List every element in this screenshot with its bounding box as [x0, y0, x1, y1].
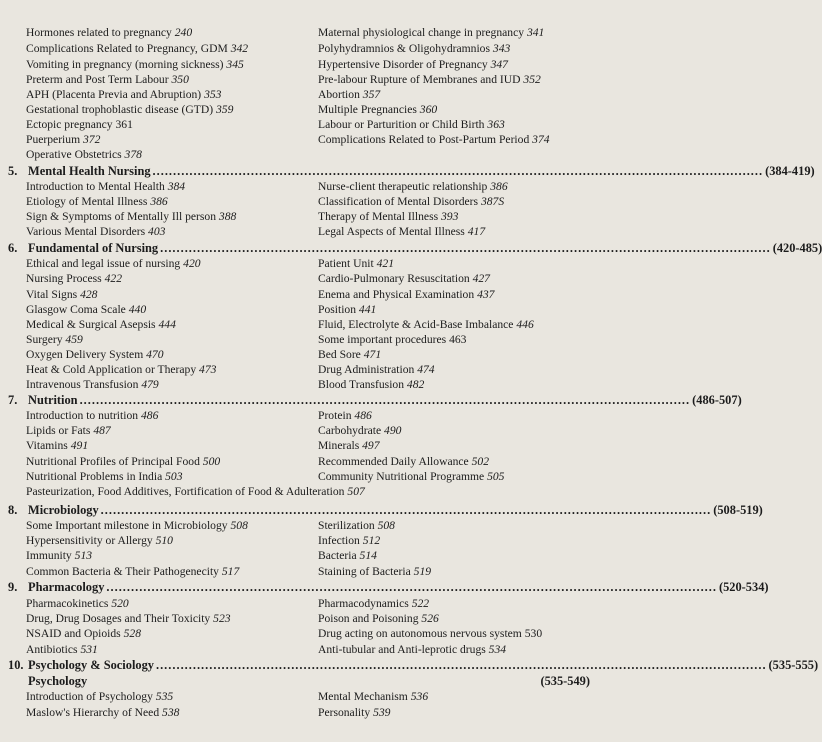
toc-entry: Carbohydrate 490 [318, 424, 402, 437]
toc-entry: Etiology of Mental Illness 386 [26, 195, 168, 208]
toc-entry: Medical & Surgical Asepsis 444 [26, 318, 176, 331]
toc-entry: Vomiting in pregnancy (morning sickness) 345 [26, 58, 244, 71]
toc-entry: Antibiotics 531 [26, 643, 98, 656]
toc-entry: Infection 512 [318, 534, 381, 547]
toc-entry: Therapy of Mental Illness 393 [318, 210, 459, 223]
toc-entry: Mental Mechanism 536 [318, 690, 429, 703]
toc-entry: Complications Related to Post-Partum Period 374 [318, 133, 550, 146]
toc-entry: Abortion 357 [318, 88, 381, 101]
toc-entry: Drug Administration 474 [318, 363, 435, 376]
toc-entry: Maternal physiological change in pregnancy 341 [318, 26, 545, 39]
toc-entry: Drug acting on autonomous nervous system 530 [318, 627, 543, 640]
toc-entry: Patient Unit 421 [318, 257, 395, 270]
section-page-range: (508-519) [713, 503, 763, 517]
toc-entry: Fluid, Electrolyte & Acid-Base Imbalance 446 [318, 318, 534, 331]
toc-entry: Complications Related to Pregnancy, GDM 342 [26, 42, 249, 55]
toc-entry: Surgery 459 [26, 333, 83, 346]
toc-entry: Blood Transfusion 482 [318, 378, 425, 391]
section-heading[interactable] [8, 579, 769, 595]
toc-entry: Community Nutritional Programme 505 [318, 470, 505, 483]
section-page-range: (420-485) [772, 241, 822, 255]
section-heading[interactable] [8, 502, 763, 518]
section-page-range: (520-534) [718, 580, 769, 594]
toc-entry: Common Bacteria & Their Pathogenecity 517 [26, 565, 240, 578]
toc-entry: Some important procedures 463 [318, 333, 467, 346]
section-number: 5. [8, 164, 18, 178]
toc-entry: Cardio-Pulmonary Resuscitation 427 [318, 272, 490, 285]
toc-entry: Recommended Daily Allowance 502 [318, 455, 489, 468]
subsection-title[interactable]: Psychology [28, 674, 88, 688]
leader-dots: ..................................................................................................................................................... [160, 241, 771, 255]
toc-entry: Nutritional Profiles of Principal Food 500 [26, 455, 221, 468]
toc-entry: Oxygen Delivery System 470 [26, 348, 164, 361]
leader-dots: ..................................................................................................................................................... [106, 580, 717, 594]
section-number: 9. [8, 580, 18, 594]
toc-entry: APH (Placenta Previa and Abruption) 353 [26, 88, 222, 101]
toc-entry: Pre-labour Rupture of Membranes and IUD 352 [318, 73, 541, 86]
toc-entry: Drug, Drug Dosages and Their Toxicity 523 [26, 612, 231, 625]
section-title: Mental Health Nursing [28, 164, 151, 178]
section-page-range: (535-555) [768, 658, 819, 672]
toc-entry: Polyhydramnios & Oligohydramnios 343 [318, 42, 511, 55]
toc-entry: Nurse-client therapeutic relationship 386 [318, 180, 508, 193]
toc-entry: Puerperium 372 [26, 133, 101, 146]
subsection-page-range: (535-549) [540, 674, 590, 688]
section-heading[interactable] [8, 392, 742, 408]
leader-dots: ..................................................................................................................................................... [79, 393, 691, 407]
toc-entry: Bed Sore 471 [318, 348, 382, 361]
toc-entry: Some Important milestone in Microbiology 508 [26, 519, 248, 532]
section-title: Nutrition [28, 393, 78, 407]
toc-entry: Pharmacokinetics 520 [26, 597, 129, 610]
section-number: 6. [8, 241, 18, 255]
section-title: Microbiology [28, 503, 99, 517]
toc-entry: Introduction to nutrition 486 [26, 409, 159, 422]
toc-entry: Multiple Pregnancies 360 [318, 103, 438, 116]
toc-entry: Sterilization 508 [318, 519, 395, 532]
toc-entry: Sign & Symptoms of Mentally Ill person 388 [26, 210, 237, 223]
toc-entry: Bacteria 514 [318, 549, 377, 562]
toc-entry-full-width: Pasteurization, Food Additives, Fortification of Food & Adulteration 507 [26, 485, 365, 498]
section-number: 7. [8, 393, 18, 407]
toc-entry: Lipids or Fats 487 [26, 424, 111, 437]
section-number: 8. [8, 503, 18, 517]
toc-entry: Staining of Bacteria 519 [318, 565, 432, 578]
toc-entry: Nutritional Problems in India 503 [26, 470, 183, 483]
section-page-range: (486-507) [692, 393, 742, 407]
toc-entry: Classification of Mental Disorders 387S [318, 195, 505, 208]
section-title: Pharmacology [28, 580, 105, 594]
leader-dots: ..................................................................................................................................................... [100, 503, 712, 517]
toc-entry: Ectopic pregnancy 361 [26, 118, 133, 131]
section-number: 10. [8, 658, 24, 672]
toc-entry: Minerals 497 [318, 439, 380, 452]
toc-entry: Preterm and Post Term Labour 350 [26, 73, 189, 86]
toc-entry: Hypertensive Disorder of Pregnancy 347 [318, 58, 508, 71]
toc-entry: Position 441 [318, 303, 377, 316]
section-title: Fundamental of Nursing [28, 241, 159, 255]
section-page-range: (384-419) [765, 164, 815, 178]
toc-entry: Introduction of Psychology 535 [26, 690, 174, 703]
toc-entry: Hormones related to pregnancy 240 [26, 26, 193, 39]
toc-entry: Heat & Cold Application or Therapy 473 [26, 363, 217, 376]
toc-entry: Legal Aspects of Mental Illness 417 [318, 225, 486, 238]
section-heading[interactable] [8, 240, 822, 256]
toc-entry: NSAID and Opioids 528 [26, 627, 141, 640]
toc-entry: Various Mental Disorders 403 [26, 225, 166, 238]
toc-entry: Ethical and legal issue of nursing 420 [26, 257, 201, 270]
toc-entry: Pharmacodynamics 522 [318, 597, 430, 610]
toc-entry: Anti-tubular and Anti-leprotic drugs 534 [318, 643, 507, 656]
section-heading[interactable] [8, 163, 815, 179]
leader-dots: ..................................................................................................................................................... [152, 164, 764, 178]
toc-entry: Personality 539 [318, 706, 391, 719]
toc-entry: Enema and Physical Examination 437 [318, 288, 495, 301]
toc-entry: Vital Signs 428 [26, 288, 98, 301]
toc-entry: Vitamins 491 [26, 439, 89, 452]
toc-entry: Gestational trophoblastic disease (GTD) 359 [26, 103, 234, 116]
toc-entry: Nursing Process 422 [26, 272, 122, 285]
section-heading[interactable] [8, 657, 819, 673]
section-title: Psychology & Sociology [28, 658, 154, 672]
toc-entry: Hypersensitivity or Allergy 510 [26, 534, 173, 547]
toc-entry: Operative Obstetrics 378 [26, 148, 142, 161]
toc-entry: Immunity 513 [26, 549, 93, 562]
toc-entry: Protein 486 [318, 409, 372, 422]
toc-entry: Labour or Parturition or Child Birth 363 [318, 118, 505, 131]
toc-entry: Intravenous Transfusion 479 [26, 378, 159, 391]
toc-entry: Poison and Poisoning 526 [318, 612, 439, 625]
toc-entry: Introduction to Mental Health 384 [26, 180, 186, 193]
toc-entry: Glasgow Coma Scale 440 [26, 303, 147, 316]
leader-dots: ..................................................................................................................................................... [155, 658, 767, 672]
toc-entry: Maslow's Hierarchy of Need 538 [26, 706, 180, 719]
